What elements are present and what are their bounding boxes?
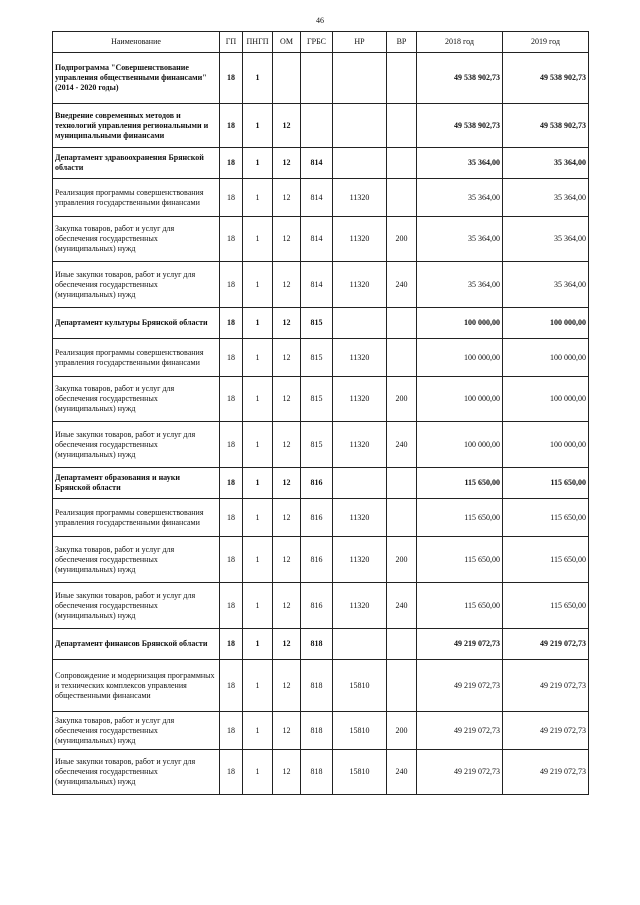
cell-pngp: 1: [243, 499, 273, 537]
cell-name: Подпрограмма "Совершенствование управления общественными финансами" (2014 - 2020 годы): [53, 53, 220, 104]
cell-pngp: 1: [243, 660, 273, 712]
cell-gp: 18: [220, 179, 243, 217]
cell-2018: 49 219 072,73: [417, 629, 503, 660]
cell-gp: 18: [220, 308, 243, 339]
cell-om: 12: [273, 537, 301, 583]
cell-pngp: 1: [243, 468, 273, 499]
cell-2019: 49 219 072,73: [503, 750, 589, 795]
cell-gp: 18: [220, 148, 243, 179]
cell-pngp: 1: [243, 179, 273, 217]
cell-name: Иные закупки товаров, работ и услуг для обеспечения государственных (муниципальных) нужд: [53, 262, 220, 308]
cell-grbs: 816: [301, 499, 333, 537]
cell-name: Закупка товаров, работ и услуг для обеспечения государственных (муниципальных) нужд: [53, 537, 220, 583]
table-row: [53, 660, 589, 712]
table-row: [53, 104, 589, 148]
table-row: [53, 53, 589, 104]
cell-om: 12: [273, 377, 301, 422]
table-row: [53, 308, 589, 339]
cell-nr: [333, 53, 387, 104]
cell-pngp: 1: [243, 537, 273, 583]
cell-name: Реализация программы совершенствования управления государственными финансами: [53, 179, 220, 217]
cell-om: 12: [273, 104, 301, 148]
cell-grbs: 818: [301, 660, 333, 712]
cell-grbs: [301, 53, 333, 104]
cell-gp: 18: [220, 660, 243, 712]
table-row: [53, 750, 589, 795]
cell-pngp: 1: [243, 377, 273, 422]
cell-grbs: 816: [301, 537, 333, 583]
cell-grbs: 814: [301, 179, 333, 217]
cell-grbs: 814: [301, 148, 333, 179]
cell-pngp: 1: [243, 339, 273, 377]
cell-2018: 100 000,00: [417, 308, 503, 339]
cell-nr: [333, 468, 387, 499]
cell-vr: [387, 339, 417, 377]
cell-name: Иные закупки товаров, работ и услуг для обеспечения государственных (муниципальных) нужд: [53, 750, 220, 795]
cell-gp: 18: [220, 499, 243, 537]
cell-vr: [387, 308, 417, 339]
cell-2018: 35 364,00: [417, 179, 503, 217]
cell-nr: 15810: [333, 660, 387, 712]
cell-name: Департамент финансов Брянской области: [53, 629, 220, 660]
cell-name: Департамент культуры Брянской области: [53, 308, 220, 339]
cell-2018: 115 650,00: [417, 499, 503, 537]
cell-nr: 11320: [333, 217, 387, 262]
col-header-2018: 2018 год: [417, 32, 503, 53]
cell-vr: 200: [387, 377, 417, 422]
cell-om: [273, 53, 301, 104]
cell-vr: [387, 148, 417, 179]
cell-om: 12: [273, 262, 301, 308]
table-row: [53, 217, 589, 262]
cell-vr: [387, 499, 417, 537]
cell-name: Реализация программы совершенствования управления государственными финансами: [53, 339, 220, 377]
cell-pngp: 1: [243, 712, 273, 750]
cell-om: 12: [273, 660, 301, 712]
cell-2019: 35 364,00: [503, 262, 589, 308]
cell-vr: [387, 53, 417, 104]
cell-gp: 18: [220, 262, 243, 308]
cell-2018: 35 364,00: [417, 217, 503, 262]
cell-pngp: 1: [243, 262, 273, 308]
table-row: [53, 148, 589, 179]
cell-nr: 11320: [333, 179, 387, 217]
cell-nr: 15810: [333, 750, 387, 795]
cell-vr: [387, 468, 417, 499]
cell-grbs: 818: [301, 750, 333, 795]
cell-nr: [333, 148, 387, 179]
cell-2019: 35 364,00: [503, 148, 589, 179]
cell-grbs: 818: [301, 629, 333, 660]
col-header-gp: ГП: [220, 32, 243, 53]
cell-gp: 18: [220, 583, 243, 629]
cell-2018: 49 219 072,73: [417, 712, 503, 750]
table-row: [53, 537, 589, 583]
cell-grbs: [301, 104, 333, 148]
cell-om: 12: [273, 468, 301, 499]
cell-name: Закупка товаров, работ и услуг для обеспечения государственных (муниципальных) нужд: [53, 712, 220, 750]
cell-2019: 35 364,00: [503, 179, 589, 217]
cell-2019: 49 219 072,73: [503, 712, 589, 750]
cell-name: Закупка товаров, работ и услуг для обеспечения государственных (муниципальных) нужд: [53, 377, 220, 422]
cell-vr: [387, 629, 417, 660]
cell-om: 12: [273, 712, 301, 750]
cell-pngp: 1: [243, 583, 273, 629]
cell-pngp: 1: [243, 629, 273, 660]
cell-2018: 100 000,00: [417, 377, 503, 422]
table-row: [53, 262, 589, 308]
cell-gp: 18: [220, 377, 243, 422]
cell-grbs: 816: [301, 468, 333, 499]
cell-om: 12: [273, 179, 301, 217]
cell-gp: 18: [220, 53, 243, 104]
cell-2019: 35 364,00: [503, 217, 589, 262]
cell-2018: 100 000,00: [417, 422, 503, 468]
cell-gp: 18: [220, 217, 243, 262]
col-header-pngp: ПНГП: [243, 32, 273, 53]
cell-nr: [333, 104, 387, 148]
cell-2019: 115 650,00: [503, 583, 589, 629]
col-header-om: ОМ: [273, 32, 301, 53]
cell-nr: 11320: [333, 499, 387, 537]
cell-gp: 18: [220, 104, 243, 148]
col-header-nr: НР: [333, 32, 387, 53]
col-header-2019: 2019 год: [503, 32, 589, 53]
cell-pngp: 1: [243, 104, 273, 148]
cell-vr: [387, 660, 417, 712]
cell-vr: [387, 179, 417, 217]
cell-name: Департамент здравоохранения Брянской области: [53, 148, 220, 179]
cell-nr: [333, 629, 387, 660]
cell-2019: 49 219 072,73: [503, 629, 589, 660]
cell-nr: 11320: [333, 583, 387, 629]
cell-grbs: 814: [301, 262, 333, 308]
table-row: [53, 629, 589, 660]
cell-grbs: 815: [301, 377, 333, 422]
cell-nr: [333, 308, 387, 339]
cell-gp: 18: [220, 750, 243, 795]
table-row: [53, 468, 589, 499]
cell-2018: 35 364,00: [417, 148, 503, 179]
cell-name: Реализация программы совершенствования управления государственными финансами: [53, 499, 220, 537]
cell-pngp: 1: [243, 308, 273, 339]
cell-2018: 100 000,00: [417, 339, 503, 377]
cell-2018: 49 538 902,73: [417, 104, 503, 148]
cell-om: 12: [273, 217, 301, 262]
cell-om: 12: [273, 339, 301, 377]
table-row: [53, 499, 589, 537]
cell-grbs: 816: [301, 583, 333, 629]
cell-nr: 11320: [333, 537, 387, 583]
cell-2018: 115 650,00: [417, 537, 503, 583]
cell-2018: 35 364,00: [417, 262, 503, 308]
cell-vr: 240: [387, 583, 417, 629]
page-number: 46: [316, 16, 324, 25]
cell-gp: 18: [220, 629, 243, 660]
cell-name: Закупка товаров, работ и услуг для обеспечения государственных (муниципальных) нужд: [53, 217, 220, 262]
cell-pngp: 1: [243, 750, 273, 795]
cell-grbs: 818: [301, 712, 333, 750]
col-header-vr: ВР: [387, 32, 417, 53]
table-row: [53, 179, 589, 217]
cell-2018: 115 650,00: [417, 583, 503, 629]
cell-grbs: 815: [301, 308, 333, 339]
cell-vr: 240: [387, 262, 417, 308]
cell-om: 12: [273, 308, 301, 339]
cell-2019: 49 538 902,73: [503, 104, 589, 148]
cell-2019: 115 650,00: [503, 499, 589, 537]
cell-2019: 100 000,00: [503, 377, 589, 422]
cell-om: 12: [273, 750, 301, 795]
table-header: [53, 32, 589, 53]
cell-2018: 49 538 902,73: [417, 53, 503, 104]
cell-vr: [387, 104, 417, 148]
cell-2019: 100 000,00: [503, 422, 589, 468]
cell-grbs: 815: [301, 422, 333, 468]
cell-name: Иные закупки товаров, работ и услуг для обеспечения государственных (муниципальных) нужд: [53, 583, 220, 629]
cell-vr: 240: [387, 422, 417, 468]
table-row: [53, 339, 589, 377]
cell-name: Сопровождение и модернизация программных и технических комплексов управления общественными финансами: [53, 660, 220, 712]
cell-name: Департамент образования и науки Брянской области: [53, 468, 220, 499]
col-header-name: Наименование: [53, 32, 220, 53]
cell-om: 12: [273, 422, 301, 468]
cell-grbs: 815: [301, 339, 333, 377]
cell-2019: 49 538 902,73: [503, 53, 589, 104]
cell-vr: 200: [387, 217, 417, 262]
cell-nr: 11320: [333, 422, 387, 468]
cell-nr: 11320: [333, 262, 387, 308]
cell-vr: 240: [387, 750, 417, 795]
table-row: [53, 377, 589, 422]
cell-gp: 18: [220, 712, 243, 750]
cell-om: 12: [273, 629, 301, 660]
cell-2018: 49 219 072,73: [417, 660, 503, 712]
budget-table: [52, 31, 589, 795]
cell-pngp: 1: [243, 422, 273, 468]
cell-2019: 100 000,00: [503, 308, 589, 339]
cell-gp: 18: [220, 422, 243, 468]
cell-2019: 100 000,00: [503, 339, 589, 377]
cell-pngp: 1: [243, 148, 273, 179]
cell-grbs: 814: [301, 217, 333, 262]
col-header-grbs: ГРБС: [301, 32, 333, 53]
cell-gp: 18: [220, 537, 243, 583]
cell-vr: 200: [387, 537, 417, 583]
cell-2019: 115 650,00: [503, 468, 589, 499]
table-row: [53, 712, 589, 750]
cell-nr: 11320: [333, 377, 387, 422]
cell-2018: 115 650,00: [417, 468, 503, 499]
cell-vr: 200: [387, 712, 417, 750]
cell-pngp: 1: [243, 217, 273, 262]
cell-name: Иные закупки товаров, работ и услуг для обеспечения государственных (муниципальных) нужд: [53, 422, 220, 468]
cell-pngp: 1: [243, 53, 273, 104]
table-row: [53, 422, 589, 468]
cell-2018: 49 219 072,73: [417, 750, 503, 795]
cell-name: Внедрение современных методов и технологий управления региональными и муниципальными финансами: [53, 104, 220, 148]
cell-nr: 15810: [333, 712, 387, 750]
cell-nr: 11320: [333, 339, 387, 377]
cell-om: 12: [273, 583, 301, 629]
cell-om: 12: [273, 499, 301, 537]
cell-gp: 18: [220, 339, 243, 377]
cell-gp: 18: [220, 468, 243, 499]
cell-2019: 115 650,00: [503, 537, 589, 583]
cell-om: 12: [273, 148, 301, 179]
table-row: [53, 583, 589, 629]
cell-2019: 49 219 072,73: [503, 660, 589, 712]
